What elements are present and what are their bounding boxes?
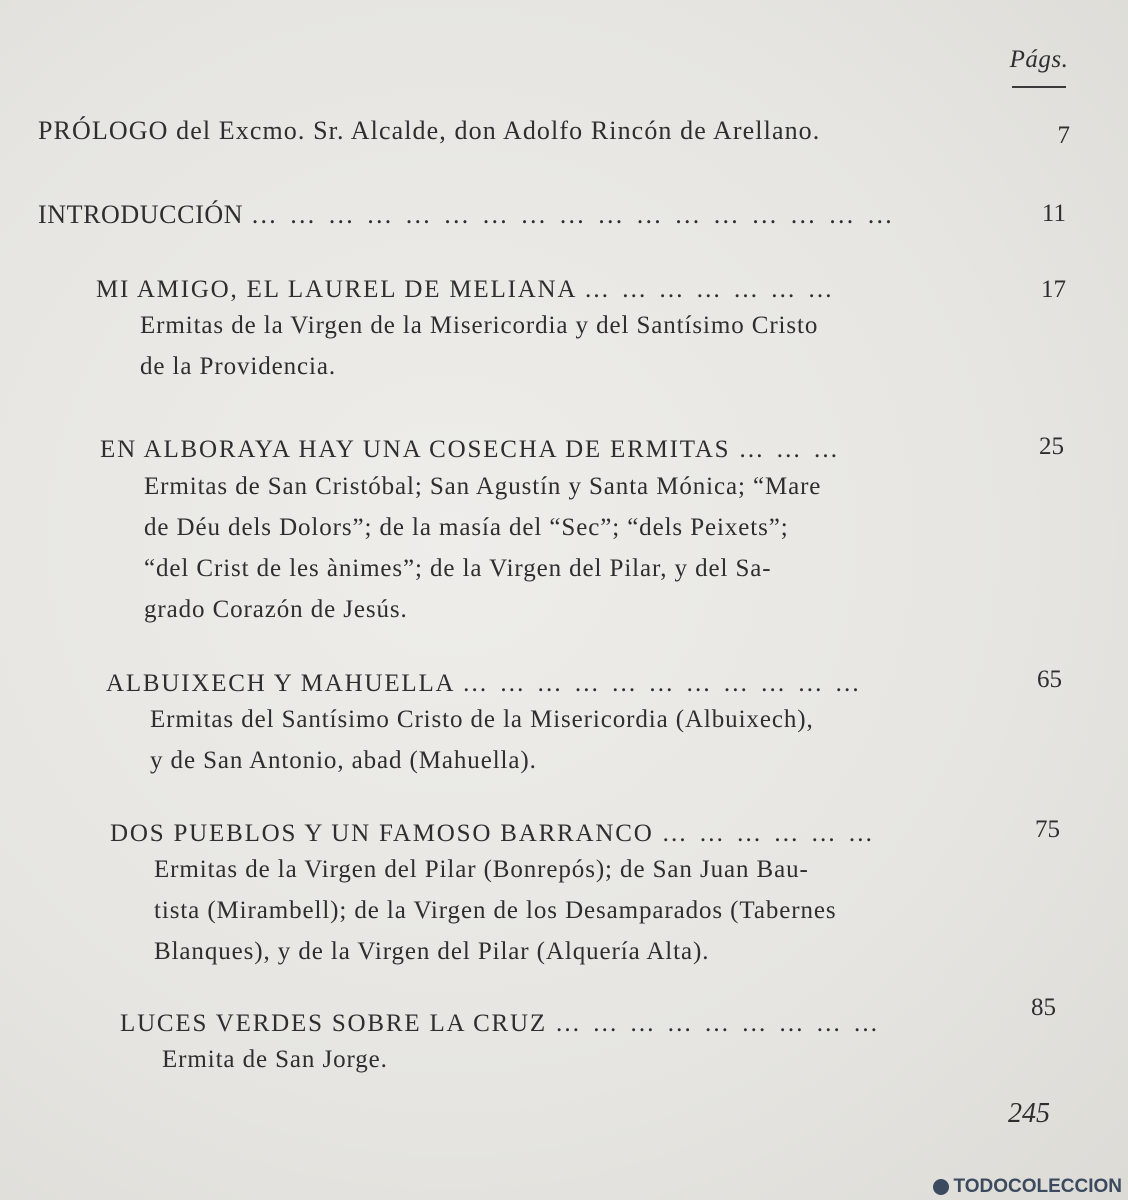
entry-page-number: 85 <box>1031 994 1056 1021</box>
toc-entry-mi-amigo <box>96 276 835 387</box>
entry-page-number: 75 <box>1035 816 1060 843</box>
leader-dots: … … … … … … … … … … … <box>462 670 863 697</box>
toc-entry-introduccion <box>38 200 896 230</box>
description-line: tista (Mirambell); de la Virgen de los Desamparados (Tabernes <box>154 897 837 924</box>
toc-entry-dos-pueblos <box>110 820 876 972</box>
leader-dots: … … … … … … … <box>583 276 836 303</box>
description-line: Ermitas de la Virgen de la Misericordia y del Santísimo Cristo <box>140 312 819 339</box>
description-line: Ermitas del Santísimo Cristo de la Misericordia (Albuixech), <box>150 706 814 733</box>
pages-label: Págs. <box>1009 46 1069 73</box>
watermark <box>933 1176 1122 1198</box>
description-line: Ermitas de San Cristóbal; San Agustín y Santa Mónica; “Mare <box>144 473 822 500</box>
toc-entry-prologo <box>38 116 820 146</box>
entry-title: MI AMIGO, EL LAUREL DE MELIANA <box>96 276 576 303</box>
entry-page-number: 7 <box>1057 122 1070 149</box>
toc-entry-alboraya <box>100 436 841 630</box>
toc-entry-albuixech <box>106 670 863 781</box>
entry-description <box>150 699 863 781</box>
entry-title: LUCES VERDES SOBRE LA CRUZ <box>120 1010 547 1037</box>
leader-dots: … … … <box>738 436 841 463</box>
entry-description <box>140 305 835 387</box>
description-line: grado Corazón de Jesús. <box>144 596 408 623</box>
entry-title: EN ALBORAYA HAY UNA COSECHA DE ERMITAS <box>100 436 731 463</box>
entry-title: INTRODUCCIÓN <box>38 200 244 229</box>
entry-title: ALBUIXECH Y MAHUELLA <box>106 670 455 697</box>
pages-column-header <box>1008 46 1070 88</box>
toc-entry-luces-verdes <box>120 1010 881 1080</box>
description-line: y de San Antonio, abad (Mahuella). <box>150 747 537 774</box>
page-folio-number: 245 <box>1008 1098 1050 1129</box>
entry-page-number: 25 <box>1039 433 1064 460</box>
entry-title: PRÓLOGO del Excmo. Sr. Alcalde, don Adolfo Rincón de Arellano. <box>38 116 821 145</box>
leader-dots: … … … … … … … … … … … … … … … … … <box>250 200 896 229</box>
header-rule <box>1012 86 1066 88</box>
entry-description <box>154 849 876 972</box>
description-line: de la Providencia. <box>140 353 336 380</box>
description-line: Ermita de San Jorge. <box>162 1046 388 1073</box>
description-line: de Déu dels Dolors”; de la masía del “Sec”; “dels Peixets”; <box>144 514 789 541</box>
entry-page-number: 65 <box>1037 666 1062 693</box>
entry-title: DOS PUEBLOS Y UN FAMOSO BARRANCO <box>110 820 654 847</box>
description-line: Blanques), y de la Virgen del Pilar (Alquería Alta). <box>154 938 710 965</box>
watermark-logo-icon <box>933 1179 949 1195</box>
leader-dots: … … … … … … … … … <box>555 1010 882 1037</box>
watermark-text: TODOCOLECCION <box>953 1176 1122 1197</box>
entry-description <box>162 1039 881 1080</box>
entry-page-number: 17 <box>1041 276 1066 303</box>
leader-dots: … … … … … … <box>661 820 876 847</box>
description-line: “del Crist de les ànimes”; de la Virgen del Pilar, y del Sa- <box>144 555 772 582</box>
description-line: Ermitas de la Virgen del Pilar (Bonrepós); de San Juan Bau- <box>154 856 809 883</box>
entry-description <box>144 466 841 630</box>
entry-page-number: 11 <box>1041 200 1066 227</box>
